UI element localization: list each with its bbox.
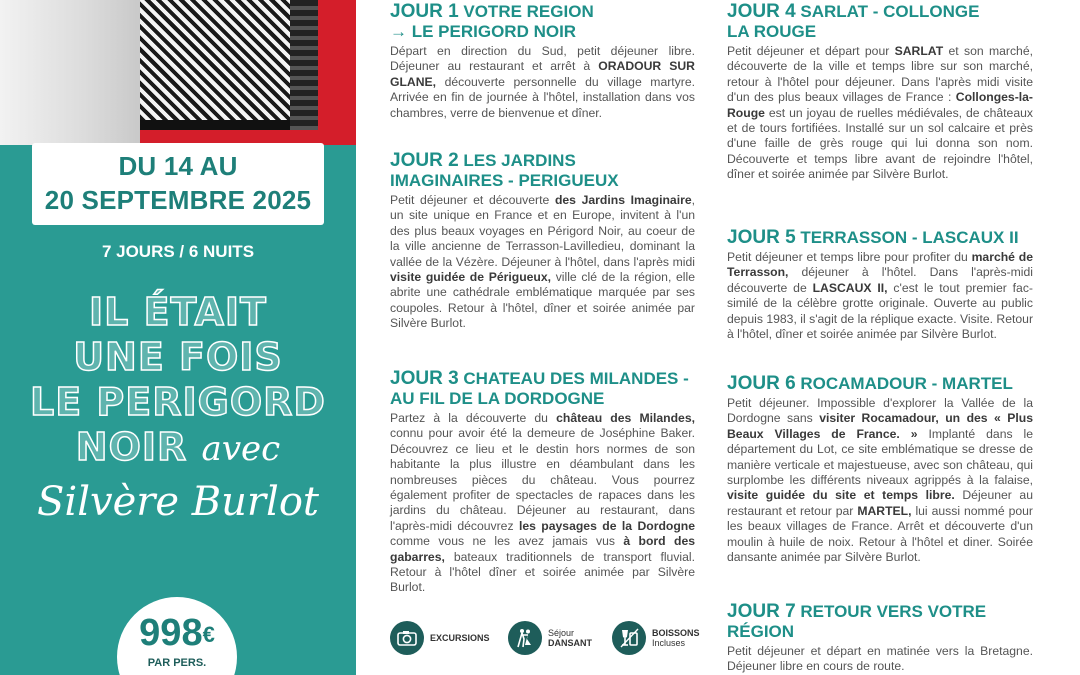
day-4-title-line-2: LA ROUGE (727, 22, 817, 41)
body-text: est un joyau de ruelles médiévales, de châteaux et de tours fortifiées. Installé sur un sol calcaire et près d'une faille de grès rouge qui lui donna son nom. Découverte et temps libre avant de rejoindre l'hôtel, dîner et soirée animée par Silvère Burlot. (727, 105, 1033, 182)
trip-duration: 7 JOURS / 6 NUITS (101, 242, 255, 261)
price-currency: € (202, 622, 215, 647)
day-1-title (390, 2, 695, 42)
headline-avec: avec (201, 429, 281, 469)
day-3-title-line-2: AU FIL DE LA DORDOGNE (390, 389, 605, 408)
day-4-description (727, 44, 1033, 183)
feature-badges (390, 620, 700, 660)
body-text: Départ en direction du Sud, petit déjeuner libre. Déjeuner au restaurant et arrêt à (390, 44, 695, 74)
highlight-text: château des Milandes, (556, 411, 695, 425)
day-2-title-line-2: IMAGINAIRES - PERIGUEUX (390, 171, 619, 190)
photo-shirt (0, 0, 140, 145)
day-3-title (390, 369, 695, 409)
day-2-number: JOUR 2 (390, 150, 459, 171)
date-line-1: DU 14 AU (118, 151, 238, 181)
day-5-description (727, 250, 1033, 342)
price-badge (117, 597, 237, 675)
body-text: bateaux traditionnels de transport fluvial. Retour à l'hôtel dîner et soirée animée par Silvère Burlot. (390, 549, 695, 595)
day-7-number: JOUR 7 (727, 601, 796, 622)
body-text: déjeuner à l'hôtel. Dans l'après-midi découverte de (727, 265, 1033, 295)
body-text: découverte personnelle du village martyre. Arrivée en fin de journée à l'hôtel, installation dans vos chambres, verre de bienvenue et dîner. (390, 74, 695, 120)
day-4-section (727, 2, 1033, 183)
body-text: , un site unique en France et en Europe, invitent à l'un des plus beaux voyages en Périgord Noir, au coeur de la ville ancienne de Terrasson-Lavilledieu, dominant la vallée de la Vézère. Déjeuner à l'hôtel, dans l'après midi (390, 193, 695, 269)
headline-line-4 (0, 425, 356, 472)
dancing-couple-icon (508, 621, 542, 655)
badge-excursions (390, 620, 490, 656)
day-4-title (727, 2, 1033, 42)
day-6-title (727, 374, 1033, 394)
camera-icon (390, 621, 424, 655)
body-text: Petit déjeuner et départ en matinée vers la Bretagne. Déjeuner libre en cours de route. (727, 644, 1033, 674)
body-text: Petit déjeuner et découverte (390, 193, 555, 207)
body-text: Petit déjeuner. Impossible d'explorer la Vallée de la Dordogne sans (727, 396, 1033, 426)
headline-line-1: IL ÉTAIT (89, 290, 267, 334)
promo-panel (0, 0, 356, 675)
day-6-title-line-1: ROCAMADOUR - MARTEL (800, 374, 1013, 393)
badge-excursions-label: EXCURSIONS (430, 633, 490, 643)
badge-dance (508, 620, 592, 656)
badge-drinks-main: BOISSONS (652, 628, 700, 638)
day-1-title-line-1: VOTRE REGION (463, 2, 594, 21)
highlight-text: visite guidée du site et temps libre. (727, 488, 955, 503)
body-text: lui aussi nommé pour les beaux villages de France. Arrêt et découverte d'un moulin à huile de noix. Retour à l'hôtel et diner. Soirée dansante animée par Silvère Burlot. (727, 503, 1033, 565)
day-5-number: JOUR 5 (727, 227, 796, 248)
day-2-section (390, 151, 695, 332)
day-3-section (390, 369, 695, 596)
day-5-title-line-1: TERRASSON - LASCAUX II (800, 228, 1019, 247)
day-7-title (727, 602, 1033, 642)
highlight-text: Collonges-la-Rouge (727, 90, 1033, 120)
day-3-description (390, 411, 695, 596)
price-value: 998 (139, 612, 203, 654)
body-text: Implanté dans le département du Lot, ce site emblématique se dresse de manière verticale et majestueuse, avec son château, qui surplombe les différents niveaux agrippés à la falaise, (727, 426, 1033, 488)
highlight-text: les paysages de la Dordogne (518, 518, 695, 533)
badge-drinks (612, 620, 700, 656)
day-4-title-line-1: SARLAT - COLLONGE (800, 2, 980, 21)
headline-line-3: LE PERIGORD (30, 380, 326, 424)
headline-noir: NOIR (75, 425, 188, 469)
date-box (32, 143, 324, 225)
price-amount (117, 613, 237, 653)
highlight-text: à bord des gabarres, (390, 534, 695, 564)
date-line-2: 20 SEPTEMBRE 2025 (44, 185, 312, 215)
body-text: c'est le tout premier fac-similé de la célèbre grotte originale. Ouverte au public depuis 1983, il s'agit de la réplique exacte. Visite. Retour à l'hôtel, dîner et soirée animée par Silvère Burlot. (727, 280, 1033, 342)
day-6-number: JOUR 6 (727, 373, 796, 394)
highlight-text: LASCAUX II, (812, 280, 888, 295)
headline (0, 290, 356, 528)
day-7-section (727, 602, 1033, 675)
day-5-title (727, 228, 1033, 248)
highlight-text: MARTEL, (857, 503, 912, 518)
day-1-description (390, 44, 695, 121)
price-unit: PAR PERS. (147, 657, 207, 669)
day-1-number: JOUR 1 (390, 1, 459, 22)
day-4-number: JOUR 4 (727, 1, 796, 22)
highlight-text: des Jardins Imaginaire (554, 193, 692, 207)
day-6-description (727, 396, 1033, 565)
badge-dance-sub-1: Séjour (548, 628, 575, 638)
day-1-section (390, 2, 695, 121)
day-7-title-line-1: RETOUR VERS VOTRE RÉGION (727, 602, 987, 641)
body-text: ville clé de la région, elle abrite une cathédrale emblématique marquée par ses coupoles. Retour à l'hôtel, dîner et soirée animée par Silvère Burlot. (390, 270, 695, 331)
headline-line-2: UNE FOIS (73, 335, 283, 379)
body-text: connu pour avoir été la demeure de Joséphine Baker. Découvrez ce lieu et le destin hors normes de son habitante la plus illustre en déambulant dans les nombreuses pièces du château. Vous pourrez également profiter de spectacles de rapaces dans les jardins du château. Déjeuner au restaurant, dans l'après-midi découvrez (390, 426, 695, 533)
badge-dance-label (548, 628, 592, 648)
badge-dance-sub-2: DANSANT (548, 638, 592, 648)
body-text: Petit déjeuner et temps libre pour profiter du (727, 250, 972, 264)
highlight-text: marché de Terrasson, (727, 250, 1033, 280)
highlight-text: visite guidée de Périgueux, (390, 270, 552, 285)
body-text: Partez à la découverte du (390, 411, 557, 425)
day-7-description (727, 644, 1033, 675)
accordion-image (140, 0, 290, 130)
body-text: comme vous ne les avez jamais vus (390, 534, 624, 549)
day-5-section (727, 228, 1033, 342)
day-2-title (390, 151, 695, 191)
day-3-title-line-1: CHATEAU DES MILANDES - (463, 369, 689, 388)
artist-name: Silvère Burlot (37, 479, 319, 525)
body-text: et son marché, découverte de la ville et temps libre sur son marché, retour à l'hôtel pour déjeuner. Dans l'après midi visite d'un des plus beaux villages de France : (727, 44, 1034, 105)
day-6-section (727, 374, 1033, 565)
accordionist-photo (0, 0, 356, 145)
drinks-icon (612, 621, 646, 655)
body-text: Petit déjeuner et départ pour (727, 44, 895, 58)
highlight-text: SARLAT (894, 44, 944, 58)
day-2-description (390, 193, 695, 332)
day-3-number: JOUR 3 (390, 368, 459, 389)
badge-drinks-sub: Incluses (652, 638, 686, 648)
highlight-text: ORADOUR SUR GLANE, (390, 59, 695, 89)
day-1-title-line-2: → LE PERIGORD NOIR (390, 22, 577, 41)
badge-drinks-label (652, 628, 700, 648)
day-2-title-line-1: LES JARDINS (463, 151, 576, 170)
body-text: Déjeuner au restaurant et retour par (727, 488, 1033, 518)
highlight-text: visiter Rocamadour, un des « Plus Beaux Villages de France. » (727, 411, 1033, 441)
